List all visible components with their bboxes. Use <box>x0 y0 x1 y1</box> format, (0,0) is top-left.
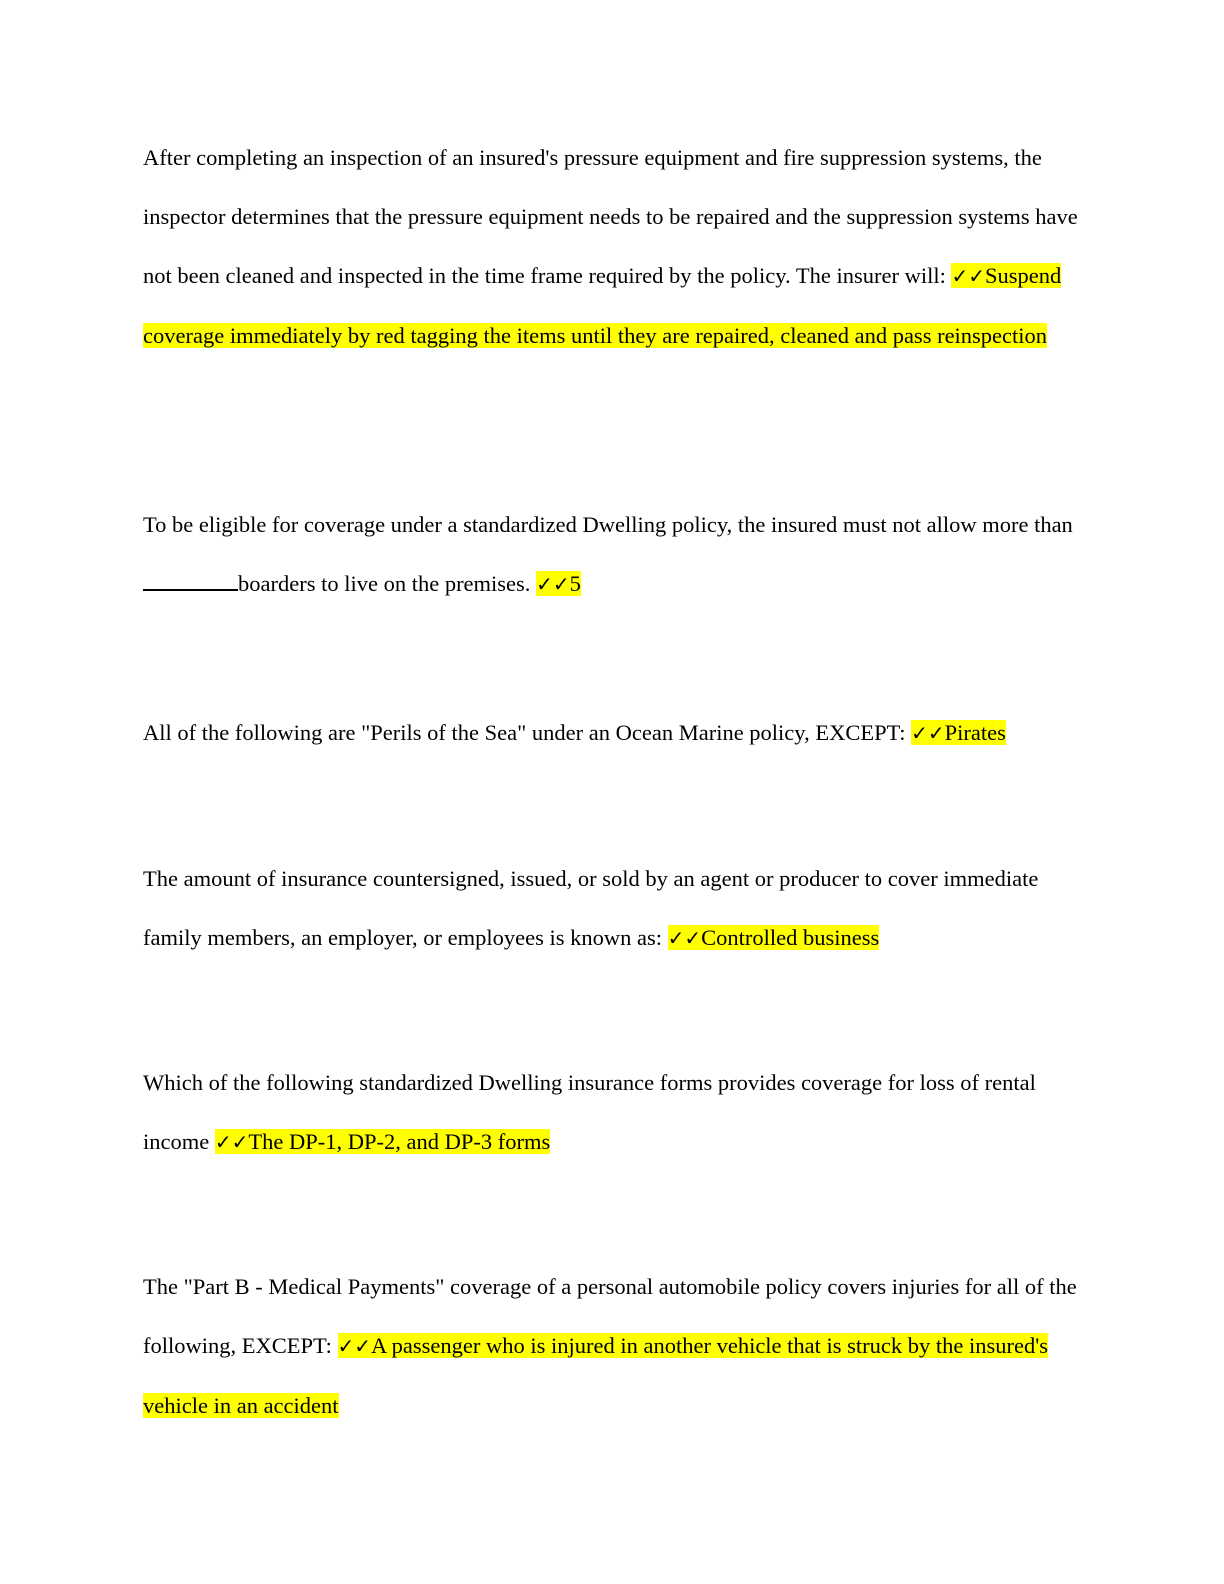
double-check-icon: ✓✓ <box>911 721 945 745</box>
question-text: The "Part B - Medical Payments" coverage of a personal automobile policy covers injuries for all of the following, EXCEPT: <box>143 1274 1077 1358</box>
answer-text: Controlled business <box>701 925 880 950</box>
answer-text: The DP-1, DP-2, and DP-3 forms <box>248 1129 551 1154</box>
double-check-icon: ✓✓ <box>337 1334 372 1358</box>
fill-in-blank <box>143 588 238 591</box>
answer-text: Suspend coverage immediately by red tagging the items until they are repaired, cleaned and pass reinspection <box>143 263 1062 348</box>
question-text: All of the following are "Perils of the Sea" under an Ocean Marine policy, EXCEPT: <box>143 720 906 745</box>
question-block <box>143 1053 1083 1172</box>
question-text: The amount of insurance countersigned, issued, or sold by an agent or producer to cover immediate family members, an employer, or employees is known as: <box>143 866 1039 950</box>
answer-text: Pirates <box>944 720 1006 745</box>
question-block <box>143 1257 1083 1435</box>
question-text: To be eligible for coverage under a standardized Dwelling policy, the insured must not allow more than <box>143 512 1073 537</box>
question-block <box>143 128 1083 365</box>
answer-highlight <box>911 720 1006 745</box>
answer-text: A passenger who is injured in another vehicle that is struck by the insured's vehicle in an accident <box>143 1333 1049 1418</box>
double-check-icon: ✓✓ <box>667 926 702 950</box>
answer-text: 5 <box>569 571 581 596</box>
answer-highlight <box>668 925 880 950</box>
answer-highlight <box>215 1129 550 1154</box>
question-block <box>143 495 1083 614</box>
answer-highlight <box>536 571 581 596</box>
question-text: Which of the following standardized Dwelling insurance forms provides coverage for loss of rental income <box>143 1070 1036 1154</box>
double-check-icon: ✓✓ <box>951 264 985 288</box>
question-block <box>143 849 1083 968</box>
question-text: After completing an inspection of an insured's pressure equipment and fire suppression systems, the inspector determines that the pressure equipment needs to be repaired and the suppression systems have not been cleaned and inspected in the time frame required by the policy. The insurer will: <box>143 145 1078 288</box>
question-text-continued: boarders to live on the premises. <box>238 571 531 596</box>
question-block <box>143 703 1083 763</box>
double-check-icon: ✓✓ <box>214 1130 249 1154</box>
double-check-icon: ✓✓ <box>536 572 570 596</box>
